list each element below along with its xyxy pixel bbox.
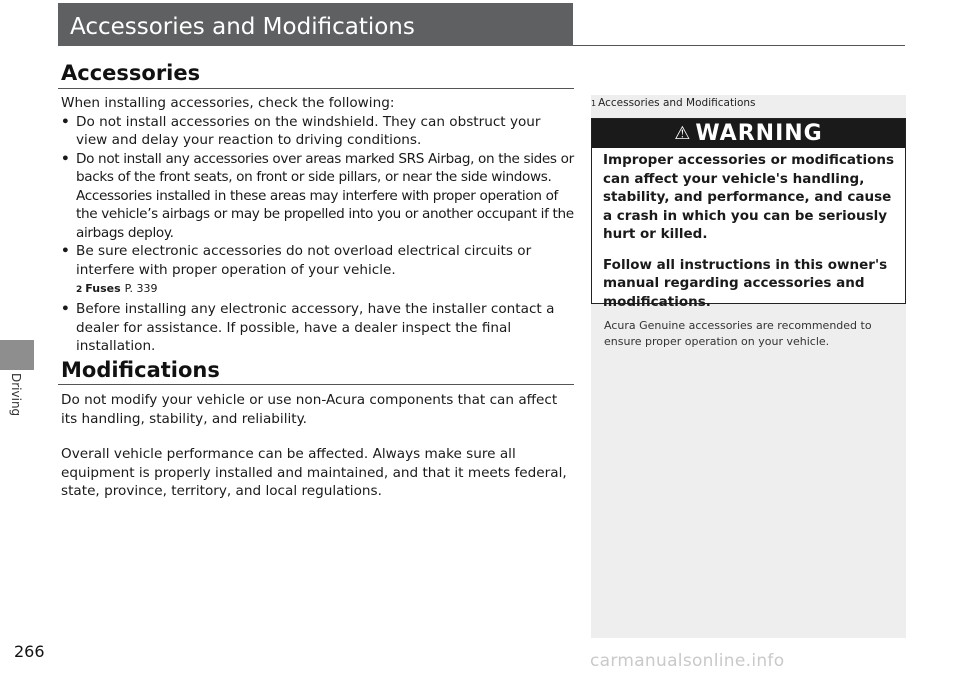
page-number: 266 [14, 642, 45, 661]
xref-label: Fuses [85, 282, 121, 295]
accessories-body [61, 94, 576, 356]
modifications-para-2: Overall vehicle performance can be affected. Always make sure all equipment is properly installed and maintained, and that it meets federal, state, province, territory, and local regulations. [61, 446, 567, 499]
cross-reference-icon: 2 [76, 285, 83, 295]
page-title: Accessories and Modifications [70, 14, 415, 40]
sidebar-header-text: Accessories and Modifications [598, 97, 756, 109]
modifications-para-1: Do not modify your vehicle or use non-Acura components that can affect its handling, stability, and reliability. [61, 392, 558, 427]
title-banner [58, 3, 573, 46]
list-item-text: Be sure electronic accessories do not overload electrical circuits or interfere with proper operation of your vehicle. [76, 243, 532, 278]
warning-text-2: Follow all instructions in this owner's manual regarding accessories and modifications. [603, 256, 888, 310]
accessories-heading: Accessories [61, 61, 201, 85]
modifications-heading: Modifications [61, 358, 220, 382]
fuses-cross-reference[interactable] [76, 279, 576, 300]
list-item [61, 242, 576, 300]
side-tab-label: Driving [9, 373, 23, 417]
sidebar-header [591, 97, 756, 109]
warning-text-1: Improper accessories or modifications can affect your vehicle's handling, stability, and performance, and cause a crash in which you can be seriously hurt or killed. [603, 152, 895, 242]
sidebar-note: Acura Genuine accessories are recommended to ensure proper operation on your vehicle. [604, 319, 872, 348]
list-item: • Do not install any accessories over areas marked SRS Airbag, on the sides or backs of the front seats, on front or side pillars, or near the side windows. Accessories installed in these areas may interfere with proper operation of the vehicle’s airbags or may be propelled into you or another occupant if the airbags deploy. [61, 150, 576, 243]
xref-page: P. 339 [124, 282, 158, 295]
warning-header [592, 119, 905, 148]
section-tab [0, 340, 34, 370]
warning-label: WARNING [695, 121, 823, 146]
accessories-rule [58, 88, 574, 89]
accessories-list [61, 113, 576, 356]
warning-triangle-icon: ⚠ [674, 123, 692, 144]
sidebar-notes [591, 95, 906, 638]
modifications-rule [58, 384, 574, 385]
accessories-intro: When installing accessories, check the following: [61, 95, 395, 111]
watermark: carmanualsonline.info [590, 651, 785, 671]
title-rule [573, 45, 905, 46]
warning-box [591, 118, 906, 310]
list-item: • Do not install accessories on the windshield. They can obstruct your view and delay your reaction to driving conditions. [61, 113, 576, 150]
reference-icon: 1 [591, 99, 597, 108]
list-item: • Before installing any electronic accessory, have the installer contact a dealer for assistance. If possible, have a dealer inspect the final installation. [61, 300, 576, 356]
modifications-body [61, 391, 576, 501]
